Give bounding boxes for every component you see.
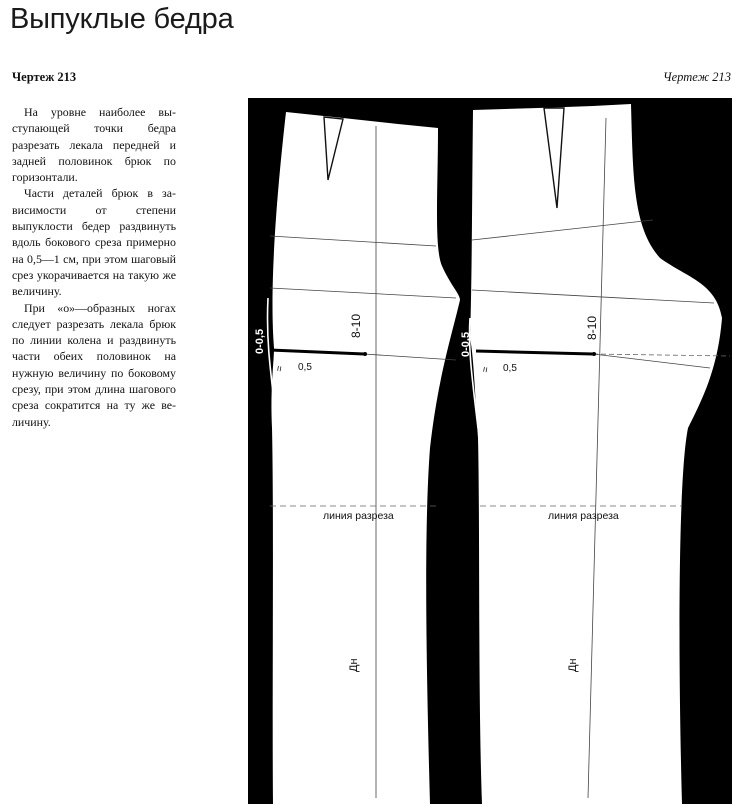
instruction-text [12, 104, 176, 430]
right-seam-marker: = [480, 365, 492, 374]
left-hip-label: 8-10 [349, 313, 363, 338]
drawing-label-left: Чертеж 213 [12, 70, 77, 84]
left-offset-label: 0,5 [298, 362, 312, 373]
paragraph-1: На уровне наиболее выступающей точки бедра разрезать лекала передней и задней половинок брюк по горизонтали. [12, 105, 176, 185]
left-length-label: Дн [348, 658, 360, 672]
paragraph-2: Части деталей брюк в зависимости от степени выпуклости бедер раздвинуть вдоль бокового среза примерно на 0,5—1 см, при этом шаговый срез укорачивается на такую же величину. [12, 186, 176, 299]
paragraph-3: При «о»—образных ногах следует разрезать лекала брюк по линии колена и раздвинуть части обеих половинок на нужную величину по боковому срезу, при этом длина шагового среза сократится на ту же величину. [12, 300, 176, 429]
page-title: Выпуклые бедра [10, 3, 234, 35]
left-cut-line-label: линия разреза [323, 510, 394, 522]
right-side-label: 0-0,5 [460, 331, 472, 357]
right-hip-label: 8-10 [585, 315, 599, 340]
right-cut-line-label: линия разреза [548, 510, 619, 522]
pattern-drawing [248, 98, 732, 804]
left-side-label: 0-0,5 [254, 328, 266, 354]
right-length-label: Дн [567, 658, 579, 672]
drawing-label-right: Чертеж 213 [662, 70, 731, 84]
pattern-drawing-svg [248, 98, 732, 804]
left-seam-marker: = [274, 364, 286, 373]
right-offset-label: 0,5 [503, 363, 517, 374]
